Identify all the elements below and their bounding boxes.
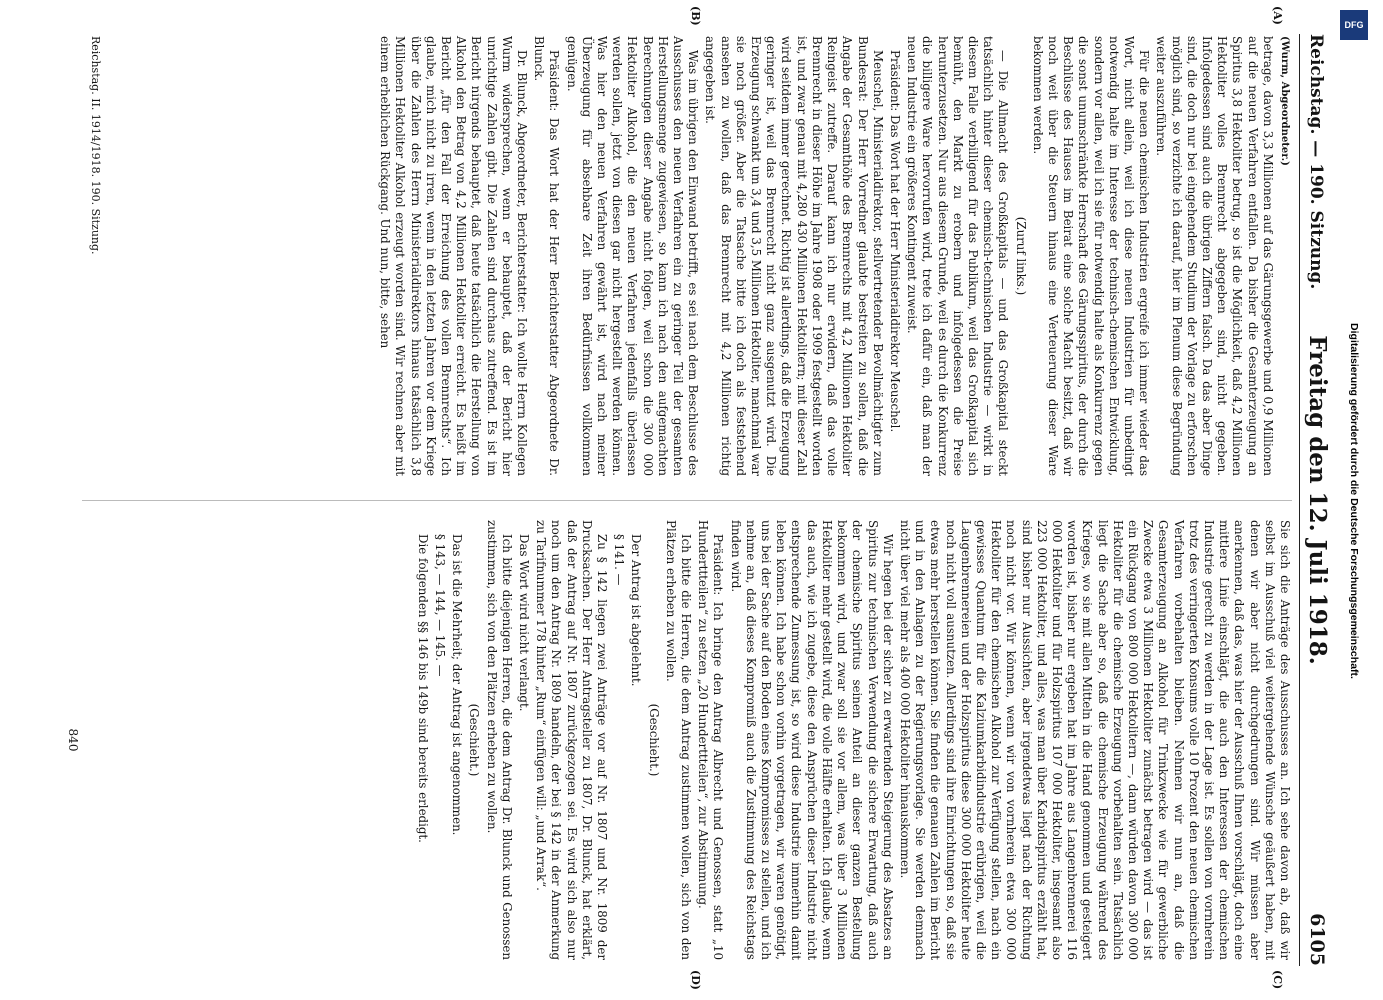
paragraph: Was im übrigen den Einwand betrifft, es sei nach dem Beschlusse des Ausschusses den neuen Verfahren ein zu geringer Teil der gesamten Herstellungsmenge zugewiesen, so kann ich nach den aufgemachten Berechnungen dieser Angabe nicht folgen, weil schon die 300 000 Hektoliter Alkohol, die den neuen Verfahren jedenfalls überlassen werden sollen, jetzt von diesen gar nicht hergestellt werden können. Was hier den neuen Verfahren gewährt ist, wird nach meiner Überzeugung für absehbare Zeit ihren Bedürfnissen vollkommen genügen. [564, 36, 700, 476]
credit-text: Digitalisierung gefördert durch die Deutsche Forschungsgemeinschaft. [1348, 323, 1360, 679]
paragraph: Sie sich die Anträge des Ausschusses an. Ich sehe davon ab, daß wir selbst im Ausschuß viel weitergehende Wünsche geäußert haben, mit denen wir aber nicht durchgedrungen sind. Wir müssen aber anerkennen, daß das, was hier der Ausschuß Ihnen vorschlägt, doch eine mittlere Linie einschlägt, die auch den Interessen der chemischen Industrie gerecht zu werden in der Lage ist. Es sollen von vornherein trotz des verringerten Konsums volle 10 Prozent den neuen chemischen Verfahren vorbehalten bleiben. Nehmen wir nun an, daß die Gesamterzeugung an Alkohol für Trinkzwecke wie für gewerbliche Zwecke etwa 3 Millionen Hektoliter zunächst betragen wird — das ist ein Rückgang von 800 000 Hektolitern —, dann würden davon 300 000 Hektoliter für die chemische Erzeugung vorbehalten sein. Tatsächlich liegt die Sache aber so, daß die chemische Erzeugung während des Krieges, wo sie mit allen Mitteln in die Hand genommen und gesteigert worden ist, bisher nur ergeben hat im Jahre aus Langenbrennerei 116 000 Hektoliter und für Holzspiritus 107 000 Hektoliter, insgesamt also 223 000 Hektoliter, und alles, was man über Karbidspiritus erzählt hat, sind bisher nur Aussichten, aber irgendetwas liegt nach der Richtung noch nicht vor. Wir können, wenn wir von vornherein etwa 300 000 Hektoliter für den chemischen Alkohol zur Verfügung stellen, nach ein gewisses Quantum für die Kalziumkarbidindustrie erübrigen, weil die Laugenbrennereien und der Holzspiritus diese 300 000 Hektoliter heute noch nicht voll ausnutzen. Allerdings sind ihre Einrichtungen so, daß sie etwas mehr herstellen können. Sie finden die genauen Zahlen im Bericht und in den Anlagen zu der Regierungsvorlage. Sie werden demnach nicht über viel mehr als 400 000 Hektoliter hinauskommen. [897, 520, 1292, 960]
margin-marker-c: (C) [1270, 970, 1284, 990]
page-number: 6105 [1305, 913, 1328, 966]
margin-marker-d: (D) [688, 970, 702, 990]
interjection: (Geschieht.) [466, 703, 481, 777]
header-date: Freitag den 12. Juli 1918. [1303, 335, 1331, 665]
interjection: (Geschieht.) [646, 703, 661, 777]
column-left [375, 36, 1292, 476]
president-remark: Präsident: Ich bringe den Antrag Albrecht und Genossen, statt „10 Hunderttteilen“ zu setzen „20 Hunderttteilen“, zur Abstimmung. [695, 520, 725, 960]
paragraph: § 143, — 144, — 145. — [432, 534, 447, 677]
interjection: (Zuruf links.) [1013, 216, 1028, 296]
newspaper-page [42, 0, 1342, 1000]
page-bottom-number: 840 [65, 728, 80, 752]
president-remark: Präsident: Das Wort hat der Herr Berichterstatter Abgeordnete Dr. Blunck. [531, 36, 561, 476]
paragraph: Für die neuen chemischen Industrien ergreife ich immer wieder das Wort, nicht allein, weil ich diese neuen Industrien für unbedingt notwendig halte im Interesse der technisch-chemischen Entwicklung, sondern vor allen, weil ich sie für notwendig halte als Konkurrenz gegen die sonst unumschränkte Herrschaft des Gärungsspiritus, der durch die Beschlüsse des Hauses im Beirat eine solche Macht besitzt, daß wir noch weit über die Steuern hinaus eine Verteuerung dieser Ware bekommen werden. [1030, 36, 1151, 476]
paragraph: Das ist die Mehrheit; der Antrag ist angenommen. [449, 534, 464, 836]
speaker-label: (Wurm, Abgeordneter.) [1278, 36, 1290, 166]
paragraph: Der Antrag ist abgelehnt. [628, 534, 643, 687]
digitization-credit [1330, 6, 1378, 996]
header-left: Reichstag. — 190. Sitzung. [1305, 34, 1326, 290]
paragraph: Meuschel, Ministerialdirektor, stellvertretender Bevollmächtigter zum Bundesrat: Der Herr Vorredner glaubte bestreiten zu sollen, daß die Angabe der Gesamthöhe des Brennrechts mit 4,2 Millionen Hektoliter Reingeist zutreffe. Darauf kann ich nur erwidern, daß das volle Brennrecht in dieser Höhe im Jahre 1908 oder 1909 festgestellt worden ist, und zwar genau mit 4,280 430 Millionen Hektolitern; mit dieser Zahl wird seitdem immer gerechnet. Richtig ist allerdings, daß die Erzeugung geringer ist, weil das Brennrecht nicht ganz ausgenutzt wird. Die Erzeugung schwankt um 3,4 und 3,5 Millionen Hektoliter, manchmal war sie noch größer. Aber die Tatsache bitte ich doch als feststehend ansehen zu wollen, daß das Brennrecht mit 4,2 Millionen richtig angegeben ist. [702, 36, 885, 476]
paragraph: § 141. — [611, 534, 626, 586]
president-remark: Präsident: Das Wort hat der Herr Ministerialdirektor Meuschel. [887, 50, 902, 433]
page-footer: Reichstag. II. 1914/1918. 190. Sitzung. [88, 36, 102, 255]
paragraph: Dr. Blunck, Abgeordneter, Berichterstatter: Ich wollte Herrn Kollegen Wurm widersprechen, wenn er behauptet, daß der Bericht hier unrichtige Zahlen gibt. Die Zahlen sind durchaus zutreffend. Es ist im Bericht nirgends behauptet, daß heute tatsächlich die Herstellung von Alkohol den Betrag von 4,2 Millionen Hektoliter erreicht. Es heißt im Bericht „für den Fall der Erreichung des vollen Brennrechts“. Ich glaube, mich nicht zu irren, wenn in den letzten Jahren vor dem Kriege über die Zahlen des Herrn Ministerialdirektors hinaus tatsächlich 3,8 Millionen Hektoliter Alkohol erzeugt worden sind. Wir rechnen aber mit einem erheblichen Rückgang. Und nun, bitte, sehen [377, 36, 529, 476]
paragraph: — Die Allmacht des Großkapitals — und das Großkapital steckt tatsächlich hinter dieser chemisch-technischen Industrie — wirkt in diesem Falle verbilligend für das Publikum, weil das Großkapital sich bemüht, den Markt zu erobern und infolgedessen die Preise herunterzusetzen. Nur aus diesem Grunde, weil es durch die Konkurrenz die billigere Ware hervorrufen wird, trete ich dafür ein, daß man der neuen Industrie ein größeres Kontingent zuweist. [904, 36, 1010, 476]
page-header [1299, 34, 1334, 966]
column-right [412, 520, 1291, 960]
paragraph: Ich bitte die Herren, die dem Antrag zustimmen wollen, sich von den Plätzen erheben zu wollen. [663, 520, 693, 960]
margin-marker-b: (B) [688, 6, 702, 26]
column-divider [82, 500, 1292, 501]
paragraph: Das Wort wird nicht verlangt. [516, 534, 531, 712]
dfg-logo: DFG [1340, 10, 1368, 40]
paragraph: Ich bitte diejenigen Herren, die dem Antrag Dr. Blunck und Genossen zustimmen, sich von den Plätzen erheben zu wollen. [484, 520, 514, 960]
paragraph: betrage, davon 3,3 Millionen auf das Gärungsgewerbe und 0,9 Millionen auf die neuen Verfahren entfallen. Da bisher die Gesamterzeugung an Spiritus 3,8 Hektoliter betrug, so ist die Möglichkeit, daß 4,2 Millionen Hektoliter volles Brennrecht abgegeben sind, nicht gegeben. Infolgedessen sind auch die übrigen Ziffern falsch. Da das aber Dinge sind, die doch nur bei eingehendem Studium der Vorlage zu erforschen möglich sind, so verzichte ich darauf, hier im Plenum diese Begründung weiter auszuführen. [1153, 36, 1275, 476]
paragraph: Wir hegen bei der sicher zu erwartenden Steigerung des Absatzes an Spiritus zur technischen Verwendung die sichere Erwartung, daß auch der chemische Spiritus seinen Anteil an dieser ganzen Bestellung bekommen wird, und zwar soll sie vor allem, was über 3 Millionen Hektoliter mehr gestellt wird, die volle Hälfte erhalten. Ich glaube, wenn das auch, wie ich zugebe, diese den Ansprüchen dieser Industrie nicht entsprechende Zumessung ist, so wird diese Industrie immerhin damit leben können. Ich habe schon vorhin vorgetragen, wir waren genötigt, uns bei der Sache auf den Boden eines Kompromisses zu stellen, und ich nehme an, daß dieses Kompromiß auch die Zustimmung des Reichstags finden wird. [728, 520, 895, 960]
margin-marker-a: (A) [1270, 6, 1284, 25]
paragraph: Die folgenden §§ 146 bis 149b sind bereits erledigt. [415, 534, 430, 843]
paragraph: Zu § 142 liegen zwei Anträge vor auf Nr. 1807 und Nr. 1809 der Drucksachen. Der Herr Antragsteller zu 1807, Dr. Blunck, hat erklärt, daß der Antrag auf Nr. 1807 zurückgezogen sei. Es wird sich also nur noch um den Antrag Nr. 1809 handeln, der bei § 142 in der Anmerkung zu Tarifnummer 178 hinter „Rum“ einfügen will: „und Arrak“. [533, 520, 609, 960]
